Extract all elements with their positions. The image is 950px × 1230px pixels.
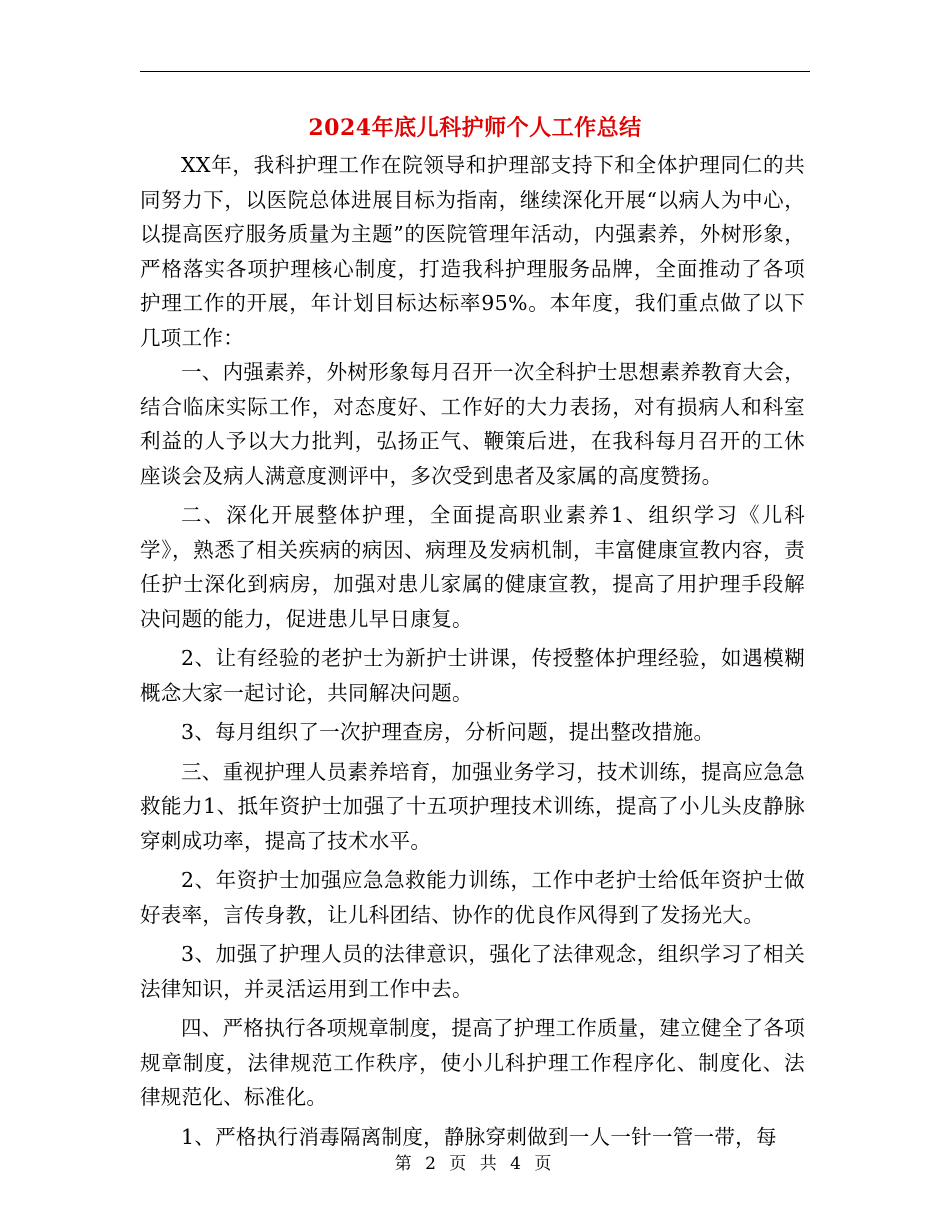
document-title: 2024年底儿科护师个人工作总结 <box>308 115 642 141</box>
paragraph-section-2: 二、深化开展整体护理，全面提高职业素养1、组织学习《儿科学》，熟悉了相关疾病的病因、病理及发病机制，丰富健康宣教内容，责任护士深化到病房，加强对患儿家属的健康宣教，提高了用护理手段解决问题的能力，促进患儿早日康复。 <box>140 503 805 631</box>
paragraph-section-1: 一、内强素养，外树形象每月召开一次全科护士思想素养教育大会，结合临床实际工作，对态度好、工作好的大力表扬，对有损病人和科室利益的人予以大力批判，弘扬正气、鞭策后进，在我科每月召开的工休座谈会及病人满意度测评中，多次受到患者及家属的高度赞扬。 <box>140 360 805 488</box>
paragraph-section-3: 三、重视护理人员素养培育，加强业务学习，技术训练，提高应急急救能力1、抵年资护士加强了十五项护理技术训练，提高了小儿头皮静脉穿刺成功率，提高了技术水平。 <box>140 759 805 853</box>
paragraph-intro: XX年，我科护理工作在院领导和护理部支持下和全体护理同仁的共同努力下，以医院总体进展目标为指南，继续深化开展“以病人为中心，以提高医疗服务质量为主题”的医院管理年活动，内强素养，外树形象，严格落实各项护理核心制度，打造我科护理服务品牌，全面推动了各项护理工作的开展，年计划目标达标率95%。本年度，我们重点做了以下几项工作： <box>140 153 805 350</box>
paragraph-item: 1、严格执行消毒隔离制度，静脉穿刺做到一人一针一管一带，每 <box>181 1124 777 1149</box>
header-rule <box>140 71 810 72</box>
paragraph-item: 2、让有经验的老护士为新护士讲课，传授整体护理经验，如遇模糊概念大家一起讨论，共同解决问题。 <box>140 646 805 705</box>
document-body <box>140 148 805 1154</box>
paragraph-item: 2、年资护士加强应急急救能力训练，工作中老护士给低年资护士做好表率，言传身教，让儿科团结、协作的优良作风得到了发扬光大。 <box>140 868 805 927</box>
paragraph-item: 3、加强了护理人员的法律意识，强化了法律观念，组织学习了相关法律知识，并灵活运用到工作中去。 <box>140 942 805 1001</box>
page-number-footer: 第 2 页 共 4 页 <box>394 1154 556 1174</box>
paragraph-section-4: 四、严格执行各项规章制度，提高了护理工作质量，建立健全了各项规章制度，法律规范工作秩序，使小儿科护理工作程序化、制度化、法律规范化、标准化。 <box>140 1016 805 1109</box>
paragraph-item: 3、每月组织了一次护理查房，分析问题，提出整改措施。 <box>181 720 715 744</box>
